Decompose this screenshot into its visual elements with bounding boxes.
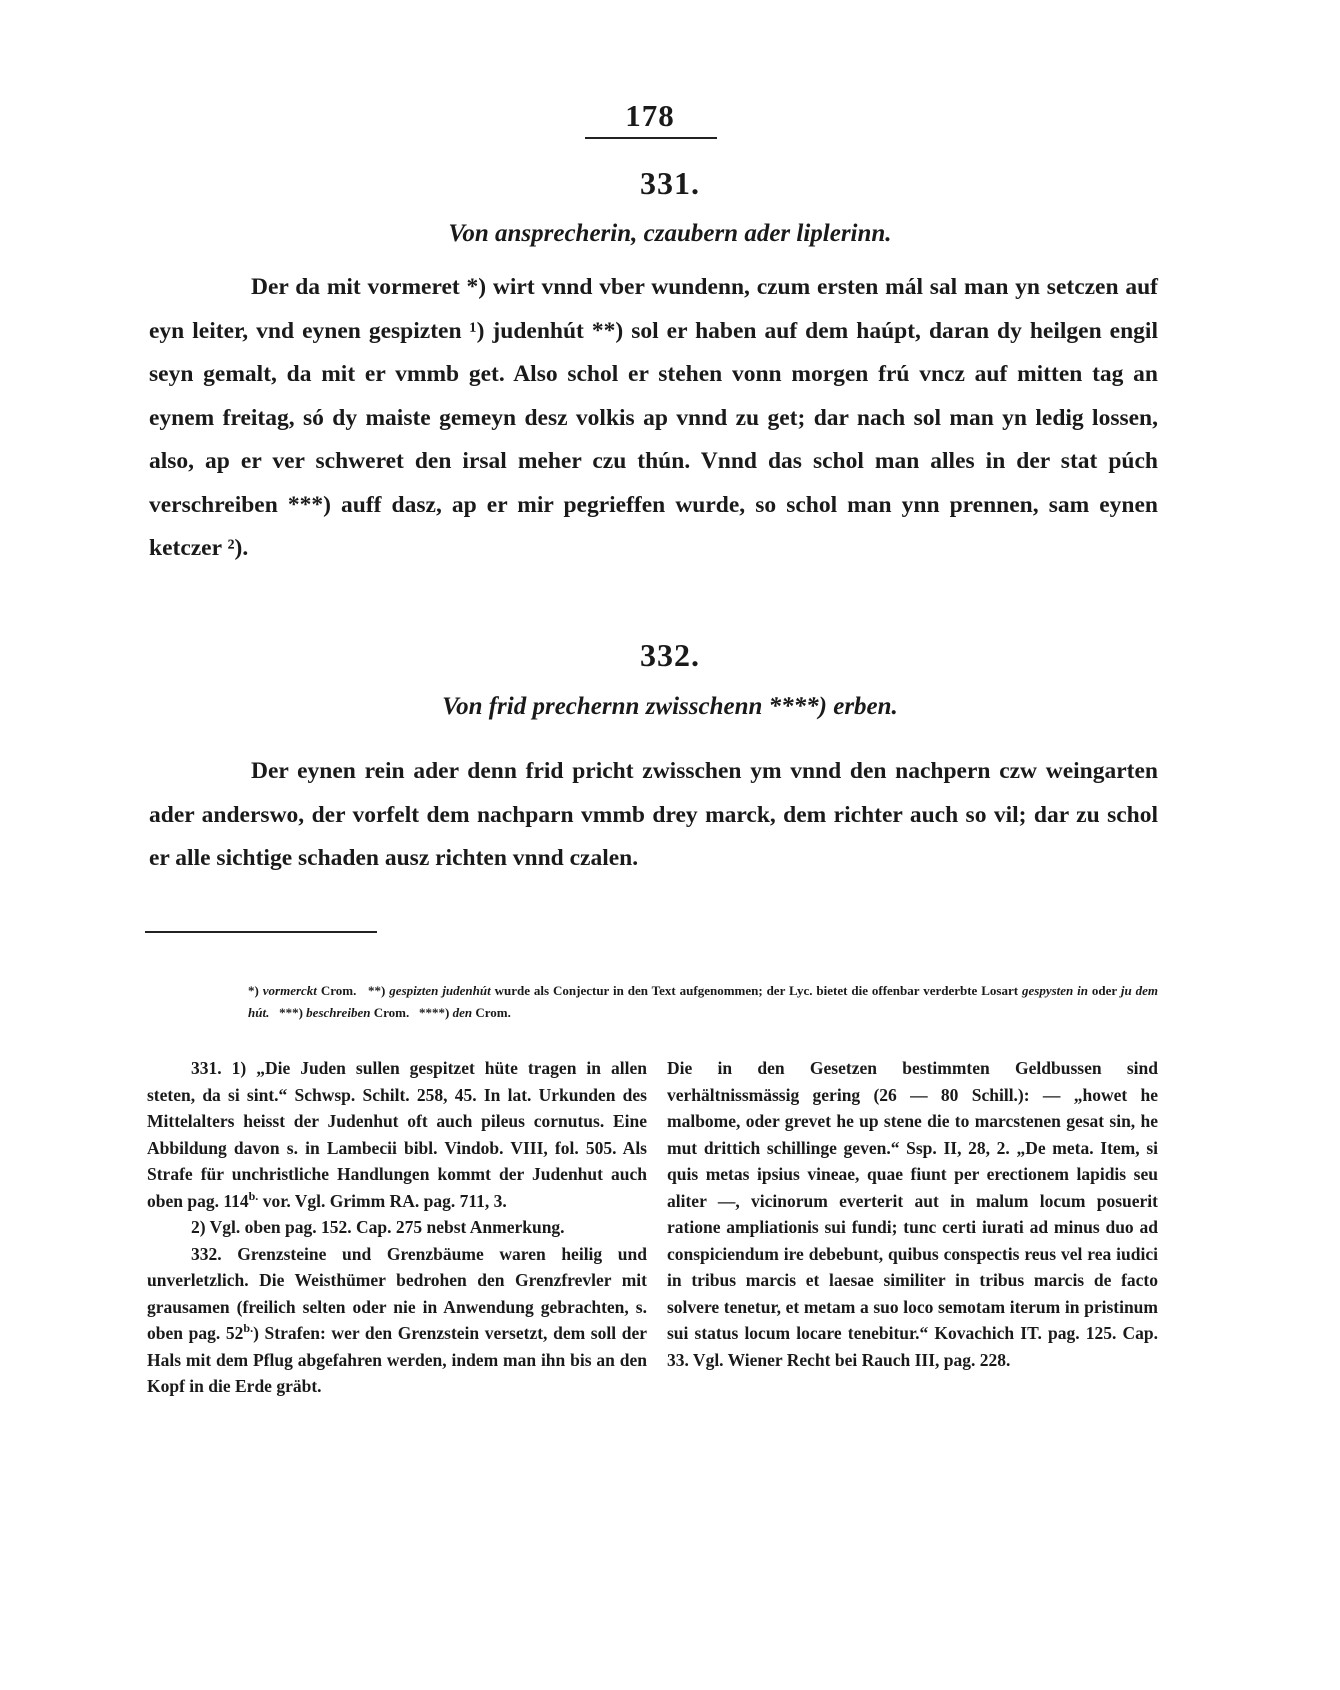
apparatus-variant-1: vormerckt — [262, 983, 317, 998]
note-331-text-end: vor. Vgl. Grimm RA. pag. 711, 3. — [258, 1190, 507, 1211]
apparatus-text-2: wurde als Conjectur in den Text aufgenommen; der Lyc. bietet die offenbar verderbte Losart — [494, 983, 1019, 998]
superscript-b: b. — [248, 1188, 259, 1203]
footnote-rule — [145, 931, 377, 933]
note-331-2: 2) Vgl. oben pag. 152. Cap. 275 nebst Anmerkung. — [191, 1217, 565, 1237]
note-332-continued: Die in den Gesetzen bestimmten Geldbussen sind verhältnissmässig gering (26 — 80 Schill.): — „howet he malbome, oder grevet he up stene die to marcstenen gesat sin, he mut drittich schillinge geven.“ Ssp. II, 28, 2. „De meta. Item, si quis metas ipsius vineae, quae fiunt per erectionem lapidis seu aliter —, vicinorum everterit aut in malum locum posuerit ratione ampliationis sui fundi; tunc certi iurati ad minus duo ad conspiciendum ire debebunt, quibus conspectis reus vel rea iudici in tribus marcis et laesae similiter in tribus marcis de facto solvere tenetur, et metam a suo loco semotam iterum in pristinum sui status locum locare tenebitur.“ Kovachich IT. pag. 125. Cap. 33. Vgl. Wiener Recht bei Rauch III, pag. 228. — [667, 1058, 1158, 1370]
section-331-number: 331. — [640, 165, 700, 201]
apparatus-or: oder — [1091, 983, 1117, 998]
notes-left-column — [147, 1055, 647, 1400]
section-332-number: 332. — [640, 637, 700, 673]
critical-apparatus — [248, 980, 1158, 1024]
superscript-b: b. — [243, 1321, 254, 1336]
apparatus-reading-b: ju dem hút. — [248, 983, 1159, 1020]
section-332-title: Von frid prechernn zwisschenn ****) erben. — [442, 693, 898, 720]
note-331-text: 331. 1) „Die Juden sullen gespitzet hüte tragen in allen steten, da si sint.“ Schwsp. Schilt. 258, 45. In lat. Urkunden des Mittelalters heisst der Judenhut oft auch pileus cornutus. Eine Abbildung davon s. in Lambecii bibl. Vindob. VIII, fol. 505. Als Strafe für unchristliche Handlungen kommt der Judenhut auch oben pag. 114 — [147, 1058, 647, 1211]
note-332-text-end: ) Strafen: wer den Grenzstein versetzt, dem soll der Hals mit dem Pflug abgefahren werden, indem man ihn bis an den Kopf in die Erde gräbt. — [147, 1323, 647, 1396]
apparatus-mark-3: ***) — [279, 1005, 303, 1020]
apparatus-variant-3: beschreiben — [306, 1005, 371, 1020]
section-331-text — [149, 266, 1158, 571]
apparatus-variant-4: den — [452, 1005, 473, 1020]
apparatus-source-1: Crom. — [320, 983, 357, 998]
section-331-body: Der da mit vormeret *) wirt vnnd vber wundenn, czum ersten mál sal man yn setczen auf eyn leiter, vnd eynen gespizten ¹) judenhút **) sol er haben auf dem haúpt, daran dy heilgen engil seyn gemalt, da mit er vmmb get. Also schol er stehen vonn morgen frú vncz auf mitten tag an eynem freitag, só dy maiste gemeyn desz volkis ap vnnd zu get; dar nach sol man yn ledig lossen, also, ap er ver schweret den irsal meher czu thún. Vnnd das schol man alles in der stat púch verschreiben ***) auff dasz, ap er mir pegrieffen wurde, so schol man ynn prennen, sam eynen ketczer ²). — [149, 274, 1158, 561]
page-number: 178 — [625, 98, 675, 133]
section-332-text — [149, 750, 1158, 881]
section-331-title: Von ansprecherin, czaubern ader liplerinn. — [448, 220, 892, 247]
page-number-rule — [585, 137, 717, 139]
note-332-text: 332. Grenzsteine und Grenzbäume waren heilig und unverletzlich. Die Weisthümer bedrohen den Grenzfrevler mit grausamen (freilich selten oder nie in Anwendung gebrachten, s. oben pag. 52 — [147, 1243, 647, 1343]
apparatus-reading-a: gespysten in — [1021, 983, 1089, 998]
notes-right-column — [667, 1055, 1158, 1373]
apparatus-mark-2: **) — [368, 983, 386, 998]
apparatus-variant-2: gespizten judenhút — [389, 983, 491, 998]
section-332-body: Der eynen rein ader denn frid pricht zwisschen ym vnnd den nachpern czw weingarten ader anderswo, der vorfelt dem nachparn vmmb drey marck, dem richter auch so vil; dar zu schol er alle sichtige schaden ausz richten vnnd czalen. — [149, 758, 1158, 871]
apparatus-mark-4: ****) — [418, 1005, 450, 1020]
note-331 — [147, 1055, 647, 1214]
note-332 — [147, 1241, 647, 1400]
apparatus-source-4: Crom. — [475, 1005, 511, 1020]
apparatus-source-3: Crom. — [373, 1005, 410, 1020]
apparatus-mark-1: *) — [248, 983, 259, 998]
